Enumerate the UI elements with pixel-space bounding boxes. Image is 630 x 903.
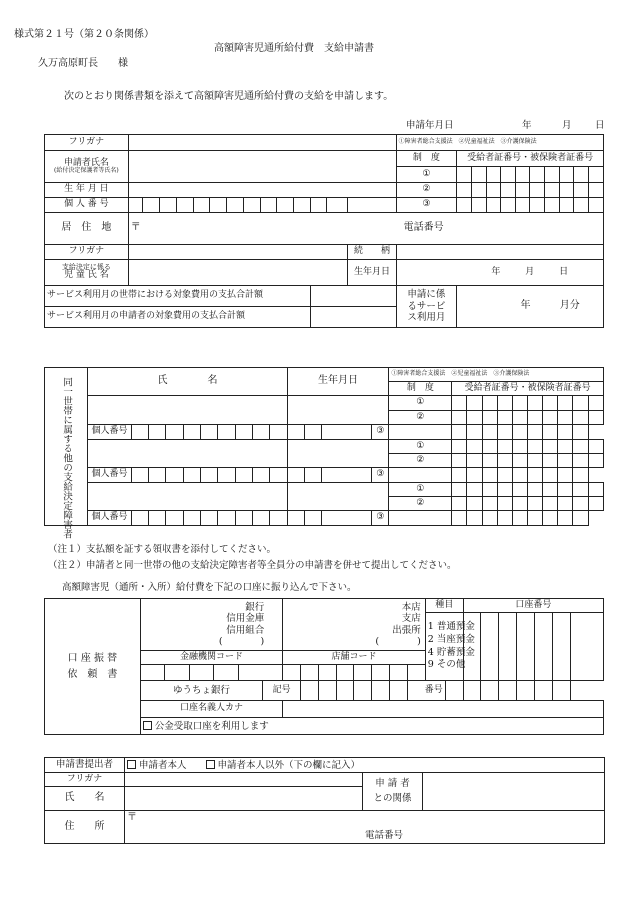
submitter-furigana-label: フリガナ (45, 773, 125, 787)
type-4[interactable]: 9 その他 (427, 659, 466, 671)
person2-system-1[interactable]: ① (389, 440, 452, 454)
service-month-suffix: 月分 (559, 300, 580, 312)
furigana-label: フリガナ (45, 135, 129, 151)
relation-l1: 申 請 者 (375, 778, 410, 790)
branch-code-label: 店舗コード (283, 651, 426, 665)
submitter-postal: 〒 (127, 812, 137, 823)
holder-kana-field[interactable] (283, 701, 604, 718)
addressee: 久万高原町長 様 (38, 58, 128, 69)
child-name-field[interactable] (128, 260, 348, 286)
branch-name-l3: 出張所 (392, 624, 421, 636)
type-2[interactable]: 2 当座預金 (427, 633, 475, 645)
submitter-self-label: 申請者本人 (139, 759, 187, 771)
person1-birth[interactable] (287, 396, 389, 425)
bank-label (45, 599, 141, 735)
submitter-name-label: 氏 名 (45, 787, 125, 811)
person1-name[interactable] (88, 396, 287, 425)
person1-system-1[interactable]: ① (389, 396, 452, 411)
child-birth-label: 生年月日 (348, 260, 396, 286)
submitter-table (44, 757, 605, 844)
applicant-cost-field[interactable] (310, 307, 396, 328)
relation-label: 続 柄 (348, 245, 396, 260)
household-table (44, 367, 604, 538)
account-type-label: 種目 (425, 599, 463, 613)
type-3[interactable]: 4 貯蓄預金 (427, 646, 475, 658)
service-month-field[interactable] (457, 286, 604, 328)
month-l1: 申請に係 (407, 288, 446, 300)
person1-system-3[interactable]: ③ (372, 425, 389, 440)
person3-system-3[interactable]: ③ (372, 511, 389, 526)
bank-name-field[interactable] (140, 599, 283, 651)
public-account-label: 公金受取口座を利用します (154, 720, 269, 732)
page-title: 高額障害児通所給付費 支給申請書 (214, 43, 374, 54)
applicant-name-field[interactable] (128, 151, 396, 183)
submitter-other-label: 申請者本人以外（下の欄に記入） (217, 759, 361, 771)
applicant-table (44, 134, 604, 328)
intro-text: 次のとおり関係書類を添えて高額障害児通所給付費の支給を申請します。 (64, 91, 394, 102)
person2-system-2[interactable]: ② (389, 454, 452, 468)
phone-label: 電話番号 (403, 222, 444, 234)
child-birth-day: 日 (559, 266, 569, 277)
applicant-cost-label: サービス利用月の申請者の対象費用の支払合計額 (45, 307, 311, 328)
submitter-phone-label: 電話番号 (365, 830, 404, 841)
date-day: 日 (595, 120, 605, 131)
bank-code-label: 金融機関コード (140, 651, 283, 665)
birth-field[interactable] (128, 183, 396, 198)
bank-intro: 高額障害児（通所・入所）給付費を下記の口座に振り込んで下さい。 (62, 582, 357, 593)
bank-name-l4: ( ) (218, 635, 265, 647)
submitter-label: 申請書提出者 (45, 758, 125, 773)
household-name-header: 氏 名 (88, 368, 287, 396)
personal-no-label: 個 人 番 号 (45, 198, 129, 213)
child-birth-field[interactable] (396, 260, 603, 286)
relation-l2: との関係 (373, 792, 412, 804)
person3-system-1[interactable]: ① (389, 483, 452, 497)
branch-name-field[interactable] (283, 599, 426, 651)
person2-birth[interactable] (287, 440, 389, 468)
household-insurance-note: ①障害者総合支援法 ②児童福祉法 ③介護保険法 (389, 368, 604, 382)
person3-system-2[interactable]: ② (389, 497, 452, 511)
bank-label-l2: 依 頼 書 (67, 668, 118, 680)
branch-name-l4: ( ) (375, 635, 421, 647)
household-vertical-label (45, 368, 88, 538)
submitter-name-field[interactable] (125, 787, 363, 811)
postal-mark: 〒 (130, 222, 141, 234)
applicant-name-label (45, 151, 129, 183)
public-account-checkbox[interactable] (143, 721, 152, 730)
system-2[interactable]: ② (396, 183, 457, 198)
child-furigana-field[interactable] (128, 245, 348, 260)
bank-table (44, 598, 604, 735)
account-type-options[interactable] (425, 613, 475, 681)
account-no-label: 口座番号 (463, 599, 603, 613)
yucho-label: ゆうちょ銀行 (140, 681, 262, 701)
applicant-name-note: (給付決定保護者等氏名) (54, 167, 119, 175)
branch-name-l1: 本店 (401, 601, 421, 613)
child-name-l1: 支給決定に係る (61, 263, 111, 272)
form-number: 様式第２１号（第２０条関係） (14, 29, 154, 40)
bank-label-l1: 口 座 振 替 (67, 652, 118, 664)
note-2: （注２）申請者と同一世帯の他の支給決定障害者等全員分の申請書を併せて提出してください。 (48, 560, 457, 571)
relation-field[interactable] (396, 245, 603, 260)
submitter-options (125, 758, 605, 773)
child-name-l2: 児 童 氏 名 (64, 270, 109, 281)
insurance-note: ①障害者総合支援法 ②児童福祉法 ③介護保険法 (396, 135, 603, 151)
system-3[interactable]: ③ (396, 198, 457, 213)
household-cert-label: 受給者証番号・被保険者証番号 (452, 382, 604, 396)
submitter-self-checkbox[interactable] (127, 760, 136, 769)
submitter-address-field[interactable] (125, 811, 605, 844)
person2-system-3[interactable]: ③ (372, 468, 389, 483)
date-month: 月 (562, 120, 572, 131)
bango-label: 番号 (407, 681, 445, 701)
person3-name[interactable] (88, 483, 287, 511)
person3-personal-no-label: 個人番号 (88, 511, 131, 526)
person3-birth[interactable] (287, 483, 389, 511)
household-cost-field[interactable] (310, 286, 396, 307)
bank-name-l3: 信用組合 (226, 624, 265, 636)
service-month-year: 年 (520, 300, 531, 312)
submitter-relation-field[interactable] (423, 773, 605, 811)
public-account-option[interactable] (140, 718, 603, 735)
date-label: 申請年月日 (406, 120, 454, 131)
bank-name-l1: 銀行 (245, 601, 265, 613)
household-vertical-text: 同一世帯に属する他の支給決定障害者 (61, 376, 73, 538)
holder-kana-label: 口座名義人カナ (140, 701, 283, 718)
branch-name-l2: 支店 (401, 613, 421, 625)
submitter-other-checkbox[interactable] (206, 760, 215, 769)
person1-system-2[interactable]: ② (389, 411, 452, 425)
birth-label: 生 年 月 日 (45, 183, 129, 198)
type-1[interactable]: 1 普通預金 (427, 620, 475, 632)
submitter-address-label: 住 所 (45, 811, 125, 844)
person1-personal-no-label: 個人番号 (88, 425, 131, 440)
submitter-relation-label (363, 773, 423, 811)
address-label: 居 住 地 (45, 213, 129, 245)
month-l2: るサービ (407, 300, 446, 312)
bank-name-l2: 信用金庫 (226, 613, 265, 625)
month-l3: ス利用月 (407, 312, 446, 324)
note-1: （注１）支払額を証する領収書を添付してください。 (48, 544, 277, 555)
household-cost-label: サービス利用月の世帯における対象費用の支払合計額 (45, 286, 311, 307)
address-field[interactable] (128, 213, 603, 245)
household-system-label: 制 度 (389, 382, 452, 396)
person2-name[interactable] (88, 440, 287, 468)
applicant-name-text: 申請者氏名 (63, 157, 109, 168)
system-1[interactable]: ① (396, 167, 457, 183)
date-year: 年 (522, 120, 532, 131)
household-birth-header: 生年月日 (287, 368, 389, 396)
person2-personal-no-label: 個人番号 (88, 468, 131, 483)
child-birth-year: 年 (491, 266, 501, 277)
cert-no-label: 受給者証番号・被保険者証番号 (457, 151, 604, 167)
service-month-label (396, 286, 457, 328)
system-label: 制 度 (396, 151, 457, 167)
submitter-furigana-field[interactable] (125, 773, 363, 787)
kigo-label: 記号 (263, 681, 301, 701)
furigana-field[interactable] (128, 135, 396, 151)
child-name-label (45, 260, 129, 286)
child-furigana-label: フリガナ (45, 245, 129, 260)
child-birth-month: 月 (525, 266, 535, 277)
